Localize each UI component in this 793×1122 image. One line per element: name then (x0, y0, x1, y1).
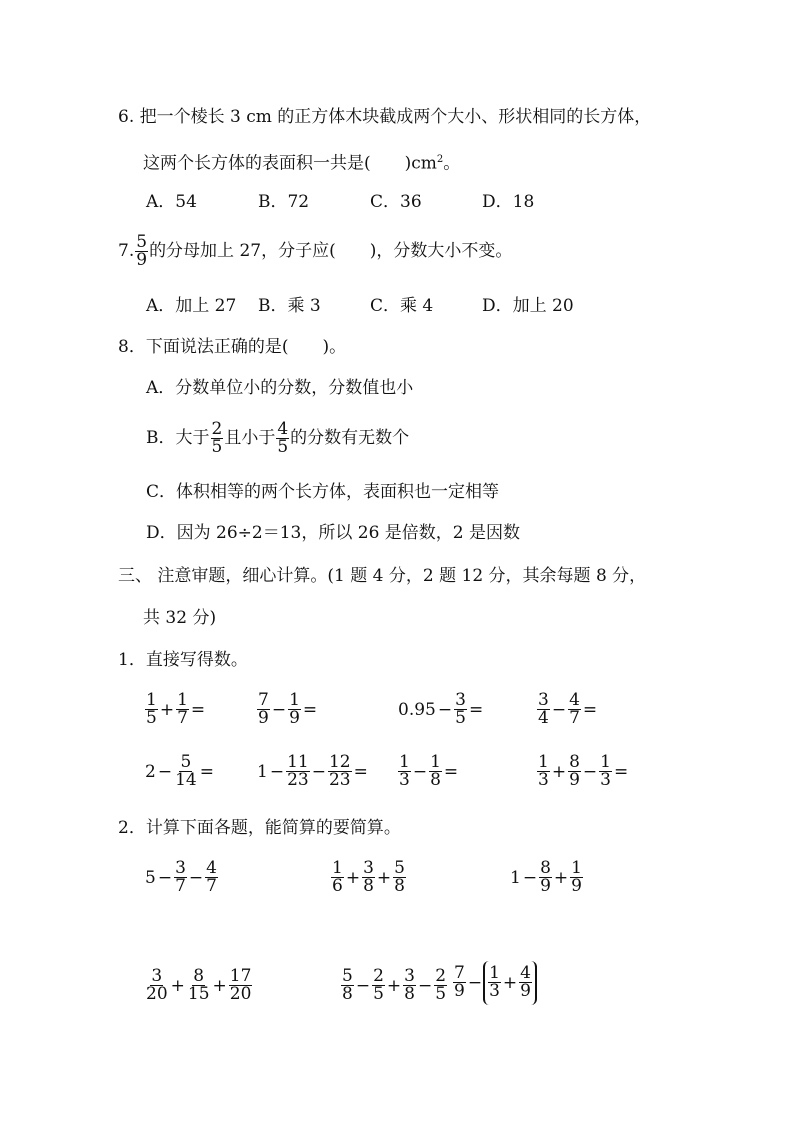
p1-e4-op: − (551, 699, 567, 720)
q6-line2-text: 这两个长方体的表面积一共是( )cm (143, 153, 437, 174)
p1-e6-fb (328, 754, 352, 789)
p1-expr-1 (144, 690, 206, 729)
p2-c2-fa-num: 1 (332, 858, 343, 878)
p2-c2-fb (362, 860, 375, 895)
q7-option-c[interactable]: C．乘 4 (370, 296, 434, 316)
p2-c2-fa-den: 6 (332, 876, 343, 896)
p1-e4-fa-den: 4 (538, 708, 549, 728)
p1-e7-fa-den: 3 (399, 770, 410, 790)
section3-heading: 三、 注意审题，细心计算。(1 题 4 分，2 题 12 分，其余每题 8 分， (118, 566, 647, 586)
p1-e7-op: − (412, 761, 428, 782)
p2-c3-lead: 1 (510, 867, 521, 888)
p2-c3-fa-num: 8 (540, 858, 551, 878)
q6-option-a[interactable]: A．54 (146, 192, 197, 212)
p2-c5-fb-den: 5 (373, 984, 384, 1004)
p1-e4-fb-den: 7 (569, 708, 580, 728)
p1-e8-fb (568, 754, 581, 789)
p1-e4-fa (537, 692, 550, 727)
q8-optb-mid: 且小于 (224, 428, 276, 448)
p1-e8-op1: + (551, 761, 567, 782)
p1-e8-op2: − (582, 761, 598, 782)
p1-e8-fb-num: 8 (569, 752, 580, 772)
p2-c6-fb-num: 1 (489, 963, 500, 983)
p1-e8-fc-num: 1 (600, 752, 611, 772)
q7-option-a[interactable]: A．加上 27 (146, 296, 237, 316)
p1-e6-fa-num: 11 (287, 752, 309, 772)
p2-c3-op1: − (522, 867, 538, 888)
q8-optb-frac1-den: 5 (211, 437, 223, 457)
p2-c5-fd-den: 5 (435, 984, 447, 1004)
p2-c4-fc-num: 17 (229, 966, 252, 986)
p1-e5-fb (174, 754, 198, 789)
p1-e4-fb (568, 692, 581, 727)
p2-c2-op1: + (345, 867, 361, 888)
q8-optb-frac2-num: 4 (277, 419, 289, 439)
p2-c6-op1: − (467, 972, 483, 993)
p1-e7-fa (398, 754, 411, 789)
p1-e3-fb (454, 692, 467, 727)
p1-e7-fb (429, 754, 442, 789)
p2-c1-op2: − (188, 867, 204, 888)
p2-c2-fc-num: 5 (394, 858, 405, 878)
p1-e6-fa-den: 23 (287, 770, 309, 790)
q7-fraction-num: 5 (136, 232, 148, 252)
p2-c3-fa (539, 860, 552, 895)
p2-c5-fa-den: 8 (342, 984, 353, 1004)
p1-e8-eq: = (613, 761, 629, 782)
p2-c5-fc-den: 8 (404, 984, 415, 1004)
p2-c5-fb-num: 2 (373, 966, 384, 986)
p1-e2-fa-num: 7 (258, 690, 269, 710)
p1-e1-eq: = (190, 699, 206, 720)
p2-c3-op2: + (553, 867, 569, 888)
p2-c6-fc (519, 965, 532, 1000)
q8-option-a[interactable]: A．分数单位小的分数，分数值也小 (146, 378, 414, 398)
q8-option-c[interactable]: C．体积相等的两个长方体，表面积也一定相等 (146, 482, 500, 502)
p1-e5-fb-num: 5 (180, 752, 192, 772)
p1-e7-fa-num: 1 (399, 752, 410, 772)
p1-e8-fa (537, 754, 550, 789)
p1-e4-eq: = (582, 699, 598, 720)
p2-c1-fb (205, 860, 218, 895)
p2-c4-fa-num: 3 (151, 966, 163, 986)
p2-c2-fc-den: 8 (394, 876, 405, 896)
p1-e2-fb-num: 1 (289, 690, 300, 710)
p2-c1-fa-den: 7 (175, 876, 186, 896)
q7-option-d[interactable]: D．加上 20 (482, 296, 574, 316)
p2-c6-bracket (483, 961, 537, 1005)
p2-c1-lead: 5 (145, 867, 156, 888)
p2-calc-3 (509, 858, 584, 897)
p1-e2-fb (288, 692, 301, 727)
q6-option-b[interactable]: B．72 (258, 192, 310, 212)
p2-c3-fb-den: 9 (571, 876, 582, 896)
q8-optb-frac1 (211, 421, 224, 456)
p1-e3-fb-num: 3 (455, 690, 466, 710)
q6-superscript: 2 (436, 154, 444, 165)
p1-e6-fa (286, 754, 310, 789)
p2-c4-fc (229, 968, 253, 1003)
p2-c5-fd (434, 968, 447, 1003)
p1-e8-fc-den: 3 (600, 770, 611, 790)
p1-e6-fb-num: 12 (328, 752, 351, 772)
p2-c2-fa (331, 860, 344, 895)
p2-c4-op1: + (170, 975, 185, 996)
p1-title: 1．直接写得数。 (118, 650, 248, 670)
p2-c5-fa-num: 5 (342, 966, 353, 986)
p2-c1-fa-num: 3 (175, 858, 186, 878)
p1-expr-8 (536, 752, 629, 791)
p1-e6-lead: 1 (257, 761, 268, 782)
q6-line2-end: 。 (443, 153, 461, 174)
p1-e8-fa-den: 3 (538, 770, 549, 790)
q7-fraction (135, 234, 148, 269)
p1-e4-fa-num: 3 (538, 690, 549, 710)
p2-c6-fa (453, 965, 466, 1000)
p1-e7-fb-num: 1 (430, 752, 441, 772)
p1-e7-fb-den: 8 (430, 770, 441, 790)
p2-c2-fb-den: 8 (363, 876, 374, 896)
p1-expr-7 (397, 752, 459, 791)
p1-e2-op: − (271, 699, 287, 720)
p2-c4-fa (145, 968, 169, 1003)
q6-option-d[interactable]: D．18 (482, 192, 535, 212)
p2-c3-fa-den: 9 (540, 876, 551, 896)
p2-c5-fc (403, 968, 416, 1003)
p1-e1-fa-num: 1 (146, 690, 157, 710)
q7-stem (118, 232, 512, 270)
p2-c1-fb-den: 7 (206, 876, 217, 896)
p1-e5-lead: 2 (145, 761, 156, 782)
p2-c5-fa (341, 968, 354, 1003)
q8-stem: 8．下面说法正确的是( )。 (118, 337, 347, 357)
p1-e3-eq: = (468, 699, 484, 720)
p1-expr-2 (256, 690, 318, 729)
q8-option-d[interactable]: D．因为 26÷2＝13，所以 26 是倍数，2 是因数 (146, 523, 521, 543)
p2-c2-fb-num: 3 (363, 858, 374, 878)
p1-e1-fb (176, 692, 189, 727)
p2-c5-fd-num: 2 (435, 966, 447, 986)
p1-e5-fb-den: 14 (175, 770, 197, 790)
p2-c5-op1: − (355, 975, 371, 996)
p1-e6-eq: = (353, 761, 368, 782)
p2-c6-fc-den: 9 (520, 981, 531, 1001)
q8-optb-frac1-num: 2 (211, 419, 223, 439)
p1-e8-fb-den: 9 (569, 770, 580, 790)
q8-option-b[interactable] (146, 418, 409, 458)
p2-c5-op2: + (386, 975, 402, 996)
p2-c5-op3: − (417, 975, 433, 996)
p2-c5-fb (372, 968, 385, 1003)
p2-c6-fb (488, 965, 501, 1000)
p2-c1-fa (174, 860, 187, 895)
q8-optb-post: 的分数有无数个 (290, 428, 410, 448)
q7-text: 的分母加上 27，分子应( )，分数大小不变。 (149, 241, 513, 261)
q6-option-c[interactable]: C．36 (370, 192, 422, 212)
p1-e8-fc (599, 754, 612, 789)
p1-e3-lead: 0.95 (398, 699, 436, 720)
p1-e1-fb-den: 7 (177, 708, 188, 728)
p2-c6-fa-num: 7 (454, 963, 465, 983)
p1-e2-fa-den: 9 (258, 708, 269, 728)
p2-c1-op1: − (157, 867, 173, 888)
p2-calc-6 (452, 960, 537, 1005)
p2-c6-op2: + (502, 972, 518, 993)
p2-c4-fb-num: 8 (193, 966, 205, 986)
section3-heading-cont: 共 32 分) (143, 608, 217, 628)
p2-calc-5 (340, 966, 448, 1005)
p2-c6-fc-num: 4 (520, 963, 531, 983)
p2-c2-op2: + (376, 867, 392, 888)
p1-e1-op: + (159, 699, 175, 720)
p1-e3-op: − (437, 699, 453, 720)
p1-e6-op2: − (311, 761, 326, 782)
p1-expr-5 (144, 752, 215, 791)
p1-e6-fb-den: 23 (328, 770, 351, 790)
q8-optb-frac2-den: 5 (277, 437, 289, 457)
p1-e5-eq: = (199, 761, 214, 782)
p2-c6-fb-den: 3 (489, 981, 500, 1001)
p2-c3-fb-num: 1 (571, 858, 582, 878)
p2-c4-fa-den: 20 (146, 984, 168, 1004)
p2-c4-op2: + (212, 975, 227, 996)
p1-e2-fa (257, 692, 270, 727)
p1-e1-fa-den: 5 (146, 708, 157, 728)
q7-option-b[interactable]: B．乘 3 (258, 296, 321, 316)
p1-e5-op: − (157, 761, 173, 782)
p1-expr-6 (256, 752, 369, 791)
p1-e8-fa-num: 1 (538, 752, 549, 772)
p1-e4-fb-num: 4 (569, 690, 580, 710)
p2-title: 2．计算下面各题，能简算的要简算。 (118, 818, 401, 838)
p1-e6-op1: − (269, 761, 285, 782)
p2-c1-fb-num: 4 (206, 858, 217, 878)
p1-e1-fb-num: 1 (177, 690, 188, 710)
q7-number: 7. (118, 241, 135, 261)
p2-calc-4 (144, 966, 253, 1005)
q8-optb-pre: B．大于 (146, 428, 210, 448)
p1-e2-eq: = (302, 699, 318, 720)
p1-e7-eq: = (443, 761, 459, 782)
p2-c4-fc-den: 20 (229, 984, 252, 1004)
p1-expr-4 (536, 690, 598, 729)
q8-optb-frac2 (276, 421, 289, 456)
q7-fraction-den: 9 (136, 250, 148, 270)
p1-expr-3 (397, 690, 484, 729)
p2-c4-fb (187, 968, 211, 1003)
p2-c4-fb-den: 15 (187, 984, 210, 1004)
p2-c6-fa-den: 9 (454, 981, 465, 1001)
p1-e1-fa (145, 692, 158, 727)
p2-c3-fb (570, 860, 583, 895)
p2-calc-2 (330, 858, 407, 897)
p1-e3-fb-den: 5 (455, 708, 466, 728)
p2-c5-fc-num: 3 (404, 966, 415, 986)
q6-line2 (143, 150, 460, 174)
p2-c2-fc (393, 860, 406, 895)
p1-e2-fb-den: 9 (289, 708, 300, 728)
q6-line1: 6. 把一个棱长 3 cm 的正方体木块截成两个大小、形状相同的长方体， (118, 107, 652, 127)
p2-calc-1 (144, 858, 219, 897)
